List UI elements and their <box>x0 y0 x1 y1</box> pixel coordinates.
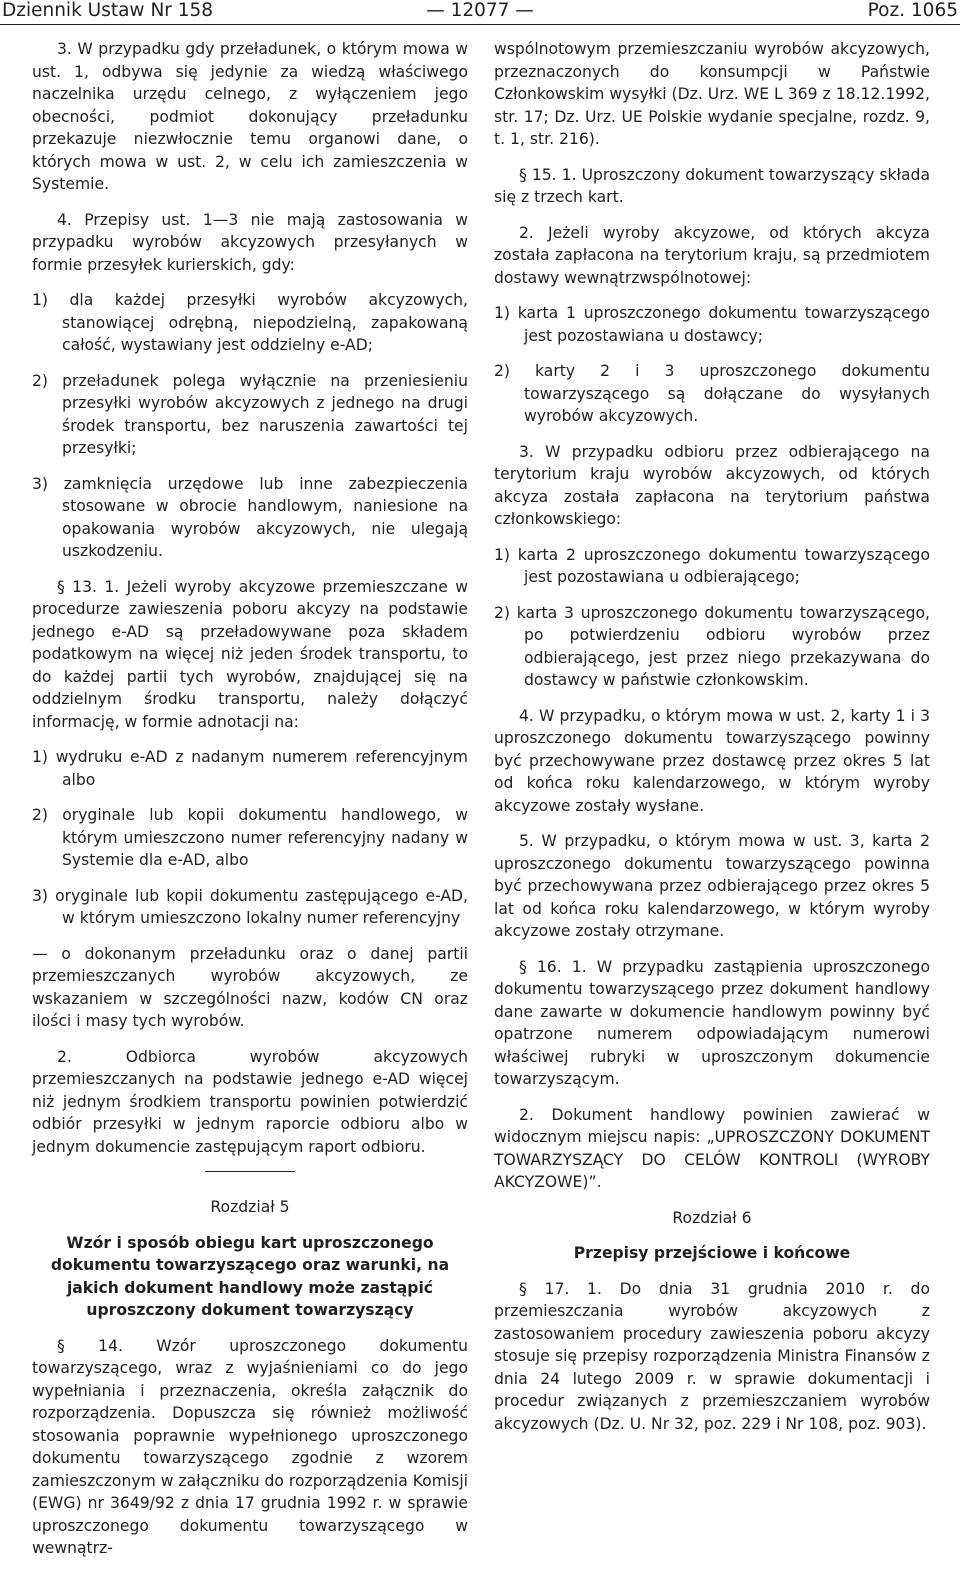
list-item: 1) wydruku e-AD z nadanym numerem referencyjnym albo <box>32 748 468 789</box>
paragraph: 4. W przypadku, o którym mowa w ust. 2, karty 1 i 3 uproszczonego dokumentu towarzyszącego powinny być przechowywane przez dostawcę przez okres 5 lat od końca roku kalendarzowego, w którym wyroby akcyzowe zostały wysłane. <box>494 706 930 815</box>
list-item: 1) dla każdej przesyłki wyrobów akcyzowych, stanowiącej odrębną, niepodzielną, zapakowaną całość, wystawiany jest oddzielny e-AD; <box>32 291 468 354</box>
position-number: Poz. 1065 <box>867 0 958 21</box>
list-item: 2) karty 2 i 3 uproszczonego dokumentu towarzyszącego są dołączane do wysyłanych wyrobów akcyzowych. <box>494 362 930 425</box>
section-divider <box>205 1171 295 1172</box>
chapter-title: Przepisy przejściowe i końcowe <box>573 1244 851 1262</box>
journal-title: Dziennik Ustaw Nr 158 <box>2 0 214 21</box>
paragraph: wspólnotowym przemieszczaniu wyrobów akcyzowych, przeznaczonych do konsumpcji w Państwie Członkowskim wysyłki (Dz. Urz. WE L 369 z 18.12.1992, str. 17; Dz. Urz. UE Polskie wydanie specjalne, rozdz. 9, t. 1, str. 216). <box>494 40 930 148</box>
header-rule <box>0 24 960 25</box>
list-item: 1) karta 2 uproszczonego dokumentu towarzyszącego jest pozostawiana u odbierającego; <box>494 545 930 586</box>
paragraph: § 16. 1. W przypadku zastąpienia uproszczonego dokumentu towarzyszącego przez dokument handlowy dane zawarte w dokumencie handlowym powinny być opatrzone numerem odpowiadającym numerowi właściwej rubryki w uproszczonym dokumencie towarzyszącym. <box>494 957 930 1088</box>
chapter-heading: Rozdział 5 <box>210 1198 290 1216</box>
list-item: 3) oryginale lub kopii dokumentu zastępującego e-AD, w którym umieszczono lokalny numer referencyjny <box>32 886 468 927</box>
paragraph: 3. W przypadku gdy przeładunek, o którym mowa w ust. 1, odbywa się jedynie za wiedzą właściwego naczelnika urzędu celnego, z wyłączeniem jego obecności, podmiot dokonujący przeładunku przekazuje niezwłocznie temu organowi dane, o których mowa w ust. 2, w celu ich zamieszczenia w Systemie. <box>32 40 468 193</box>
paragraph: — o dokonanym przeładunku oraz o danej partii przemieszczanych wyrobów akcyzowych, ze wskazaniem w szczególności nazw, kodów CN oraz ilości i masy tych wyrobów. <box>32 944 468 1030</box>
left-column <box>32 38 468 1573</box>
paragraph: 2. Jeżeli wyroby akcyzowe, od których akcyza została zapłacona na terytorium kraju, są przedmiotem dostawy wewnątrzwspólnotowej: <box>494 223 930 287</box>
chapter-title: Wzór i sposób obiegu kart uproszczonego dokumentu towarzyszącego oraz warunki, na jakich dokument handlowy może zastąpić uproszczony dokument towarzyszący <box>50 1233 450 1319</box>
list-item: 2) oryginale lub kopii dokumentu handlowego, w którym umieszczono numer referencyjny nadany w Systemie dla e-AD, albo <box>32 806 468 869</box>
list-item: 1) karta 1 uproszczonego dokumentu towarzyszącego jest pozostawiana u dostawcy; <box>494 304 930 345</box>
page-header <box>0 0 960 22</box>
paragraph: § 14. Wzór uproszczonego dokumentu towarzyszącego, wraz z wyjaśnieniami co do jego wypełniania i przeznaczenia, określa załącznik do rozporządzenia. Dopuszcza się również możliwość stosowania poprawnie wypełnionego uproszczonego dokumentu towarzyszącego zgodnie z wzorem zamieszczonym w załączniku do rozporządzenia Komisji (EWG) nr 3649/92 z dnia 17 grudnia 1992 r. w sprawie uproszczonego dokumentu towarzyszącego w wewnątrz- <box>32 1336 469 1557</box>
paragraph: § 17. 1. Do dnia 31 grudnia 2010 r. do przemieszczania wyrobów akcyzowych z zastosowaniem procedury zawieszenia poboru akcyzy stosuje się przepisy rozporządzenia Ministra Finansów z dnia 24 lutego 2009 r. w sprawie dokumentacji i procedur związanych z przemieszczaniem wyrobów akcyzowych (Dz. U. Nr 32, poz. 229 i Nr 108, poz. 903). <box>494 1279 930 1433</box>
chapter-heading: Rozdział 6 <box>672 1208 752 1227</box>
paragraph: 5. W przypadku, o którym mowa w ust. 3, karta 2 uproszczonego dokumentu towarzyszącego powinna być przechowywana przez odbierającego przez okres 5 lat od końca roku kalendarzowego, w którym wyroby akcyzowe zostały otrzymane. <box>494 832 930 940</box>
list-item: 2) karta 3 uproszczonego dokumentu towarzyszącego, po potwierdzeniu odbioru wyrobów przez odbierającego, jest przez niego przekazywana do dostawcy w państwie członkowskim. <box>494 603 930 689</box>
list-item: 3) zamknięcia urzędowe lub inne zabezpieczenia stosowane w obrocie handlowym, naniesione na opakowania wyrobów akcyzowych, nie ulegają uszkodzeniu. <box>32 474 468 560</box>
paragraph: 2. Dokument handlowy powinien zawierać w widocznym miejscu napis: „UPROSZCZONY DOKUMENT TOWARZYSZĄCY DO CELÓW KONTROLI (WYROBY AKCYZOWE)”. <box>494 1105 930 1191</box>
paragraph: 2. Odbiorca wyrobów akcyzowych przemieszczanych na podstawie jednego e-AD więcej niż jednym środkiem transportu powinien potwierdzić odbiór przesyłki w jednym raporcie odbioru albo w jednym dokumencie zastępującym raport odbioru. <box>32 1047 468 1156</box>
page-number: — 12077 — <box>426 0 534 21</box>
paragraph: 4. Przepisy ust. 1—3 nie mają zastosowania w przypadku wyrobów akcyzowych przesyłanych w formie przesyłek kurierskich, gdy: <box>32 210 468 274</box>
list-item: 2) przeładunek polega wyłącznie na przeniesieniu przesyłki wyrobów akcyzowych z jednego na drugi środek transportu, bez naruszenia zawartości tej przesyłki; <box>32 371 468 457</box>
right-column <box>494 38 930 1448</box>
paragraph: § 13. 1. Jeżeli wyroby akcyzowe przemieszczane w procedurze zawieszenia poboru akcyzy na podstawie jednego e-AD są przeładowywane poza składem podatkowym na więcej niż jeden środek transportu, to do każdej partii tych wyrobów, znajdującej się na oddzielnym środku transportu, należy dołączyć informację, w formie adnotacji na: <box>32 577 468 731</box>
paragraph: § 15. 1. Uproszczony dokument towarzyszący składa się z trzech kart. <box>494 165 930 206</box>
paragraph: 3. W przypadku odbioru przez odbierającego na terytorium kraju wyrobów akcyzowych, od których akcyza została zapłacona na terytorium państwa członkowskiego: <box>494 442 930 528</box>
